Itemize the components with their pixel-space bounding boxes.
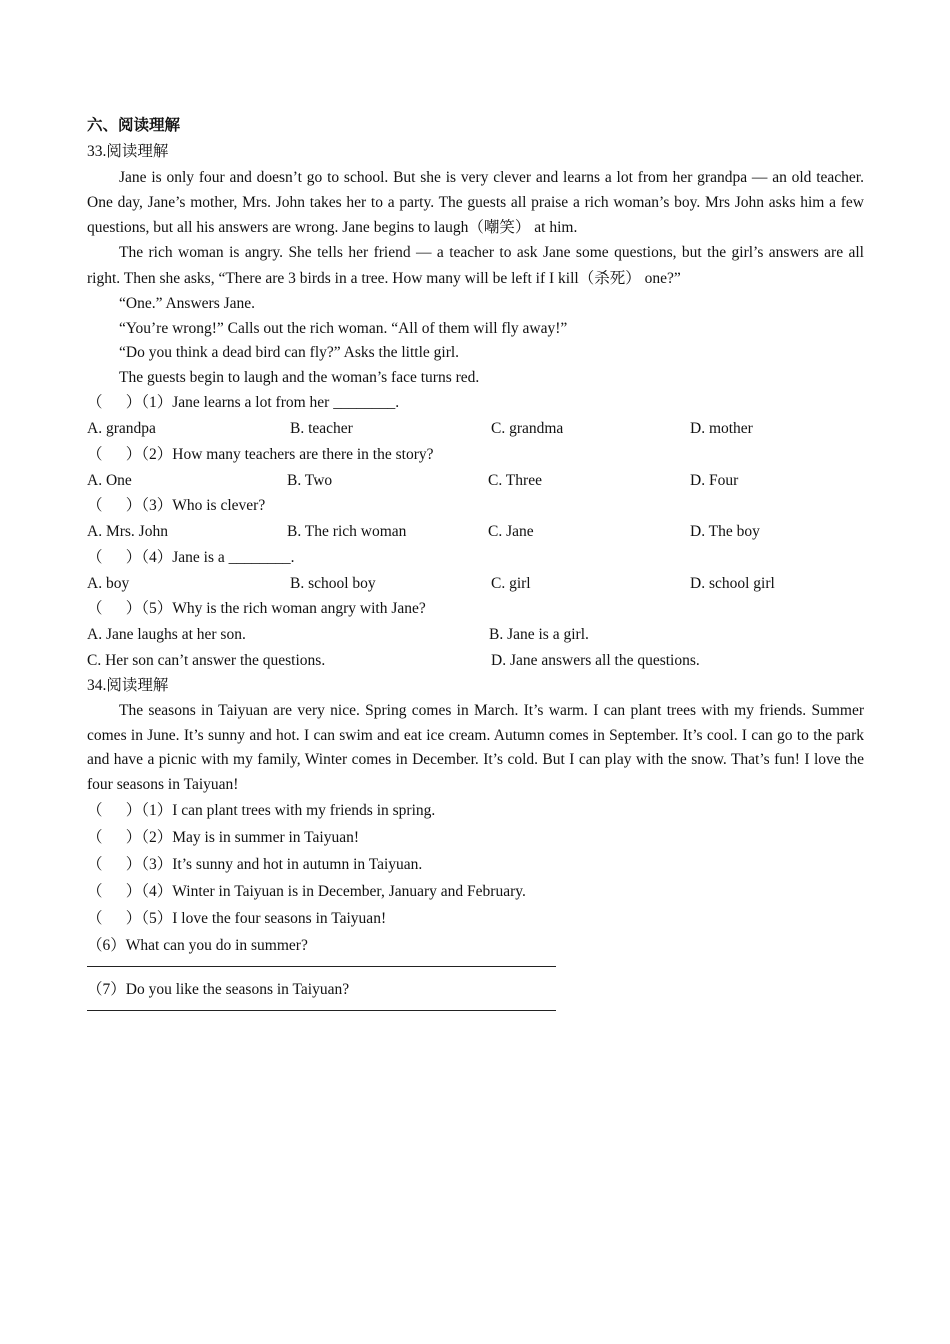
option-b: B. school boy (290, 574, 376, 592)
section-title: 六、阅读理解 (87, 117, 181, 134)
question-stem: （ ）（1）Jane learns a lot from her ________. (87, 394, 400, 411)
option-d: D. school girl (690, 574, 775, 592)
passage-dialogue-line: “You’re wrong!” Calls out the rich woman. “All of them will fly away!” (119, 319, 568, 337)
option-a: A. One (87, 471, 132, 489)
option-c: C. grandma (491, 420, 564, 437)
question-33-title: 33.阅读理解 (87, 143, 169, 160)
option-b: B. Two (287, 471, 333, 489)
passage-paragraph: Jane is only four and doesn’t go to school. But she is very clever and learns a lot from her grandpa — an old teacher. One day, Jane’s mother, Mrs. John takes her to a party. The guests all praise a rich woman’s boy. Mrs John asks him a few questions, but all his answers are wrong. Jane begins to laugh（嘲笑） at him. (87, 169, 864, 236)
option-c: C. Three (488, 471, 542, 489)
option-a: A. grandpa (87, 420, 156, 437)
question-34-title: 34.阅读理解 (87, 677, 169, 694)
true-false-item: （ ）（4）Winter in Taiyuan is in December, January and February. (87, 883, 526, 900)
open-question: （7）Do you like the seasons in Taiyuan? (87, 981, 350, 998)
option-b: B. teacher (290, 420, 353, 437)
option-a: A. boy (87, 574, 130, 592)
passage-dialogue-line: “One.” Answers Jane. (119, 295, 256, 312)
options-row (87, 519, 864, 545)
option-b: B. The rich woman (287, 523, 407, 540)
true-false-item: （ ）（1）I can plant trees with my friends in spring. (87, 802, 436, 819)
option-b: B. Jane is a girl. (489, 626, 589, 643)
answer-line[interactable] (87, 966, 556, 967)
true-false-item: （ ）（5）I love the four seasons in Taiyuan! (87, 910, 387, 927)
true-false-item: （ ）（2）May is in summer in Taiyuan! (87, 829, 360, 846)
option-c: C. girl (491, 574, 531, 592)
option-d: D. mother (690, 420, 753, 437)
options-row (87, 571, 864, 597)
options-row (87, 468, 864, 494)
options-row (87, 416, 864, 442)
option-d: D. Four (690, 471, 739, 489)
passage-dialogue-line: “Do you think a dead bird can fly?” Asks the little girl. (119, 344, 460, 361)
option-a: A. Mrs. John (87, 523, 168, 540)
option-d: D. Jane answers all the questions. (491, 651, 700, 669)
question-stem: （ ）（3）Who is clever? (87, 497, 266, 514)
passage-dialogue-line: The guests begin to laugh and the woman’s face turns red. (119, 368, 480, 386)
true-false-item: （ ）（3）It’s sunny and hot in autumn in Taiyuan. (87, 856, 423, 873)
passage-paragraph: The seasons in Taiyuan are very nice. Spring comes in March. It’s warm. I can plant trees with my friends. Summer comes in June. It’s sunny and hot. I can swim and eat ice cream. Autumn comes in September. It’s cool. I can go to the park and have a picnic with my family, Winter comes in December. It’s cold. But I can play with the snow. That’s fun! I love the four seasons in Taiyuan! (87, 702, 864, 793)
question-stem: （ ）（5）Why is the rich woman angry with Jane? (87, 600, 426, 617)
question-stem: （ ）（4）Jane is a ________. (87, 548, 295, 566)
option-d: D. The boy (690, 523, 760, 540)
options-row (87, 648, 864, 674)
passage-paragraph: The rich woman is angry. She tells her friend — a teacher to ask Jane some questions, but the girl’s answers are all right. Then she asks, “There are 3 birds in a tree. How many will be left if I kill（杀死） one?” (87, 244, 864, 287)
option-c: C. Jane (488, 523, 534, 540)
worksheet-page (87, 113, 864, 1020)
open-question: （6）What can you do in summer? (87, 937, 308, 954)
option-a: A. Jane laughs at her son. (87, 626, 246, 643)
answer-line[interactable] (87, 1010, 556, 1011)
option-c: C. Her son can’t answer the questions. (87, 651, 326, 669)
options-row (87, 622, 864, 648)
question-stem: （ ）（2）How many teachers are there in the story? (87, 445, 434, 463)
